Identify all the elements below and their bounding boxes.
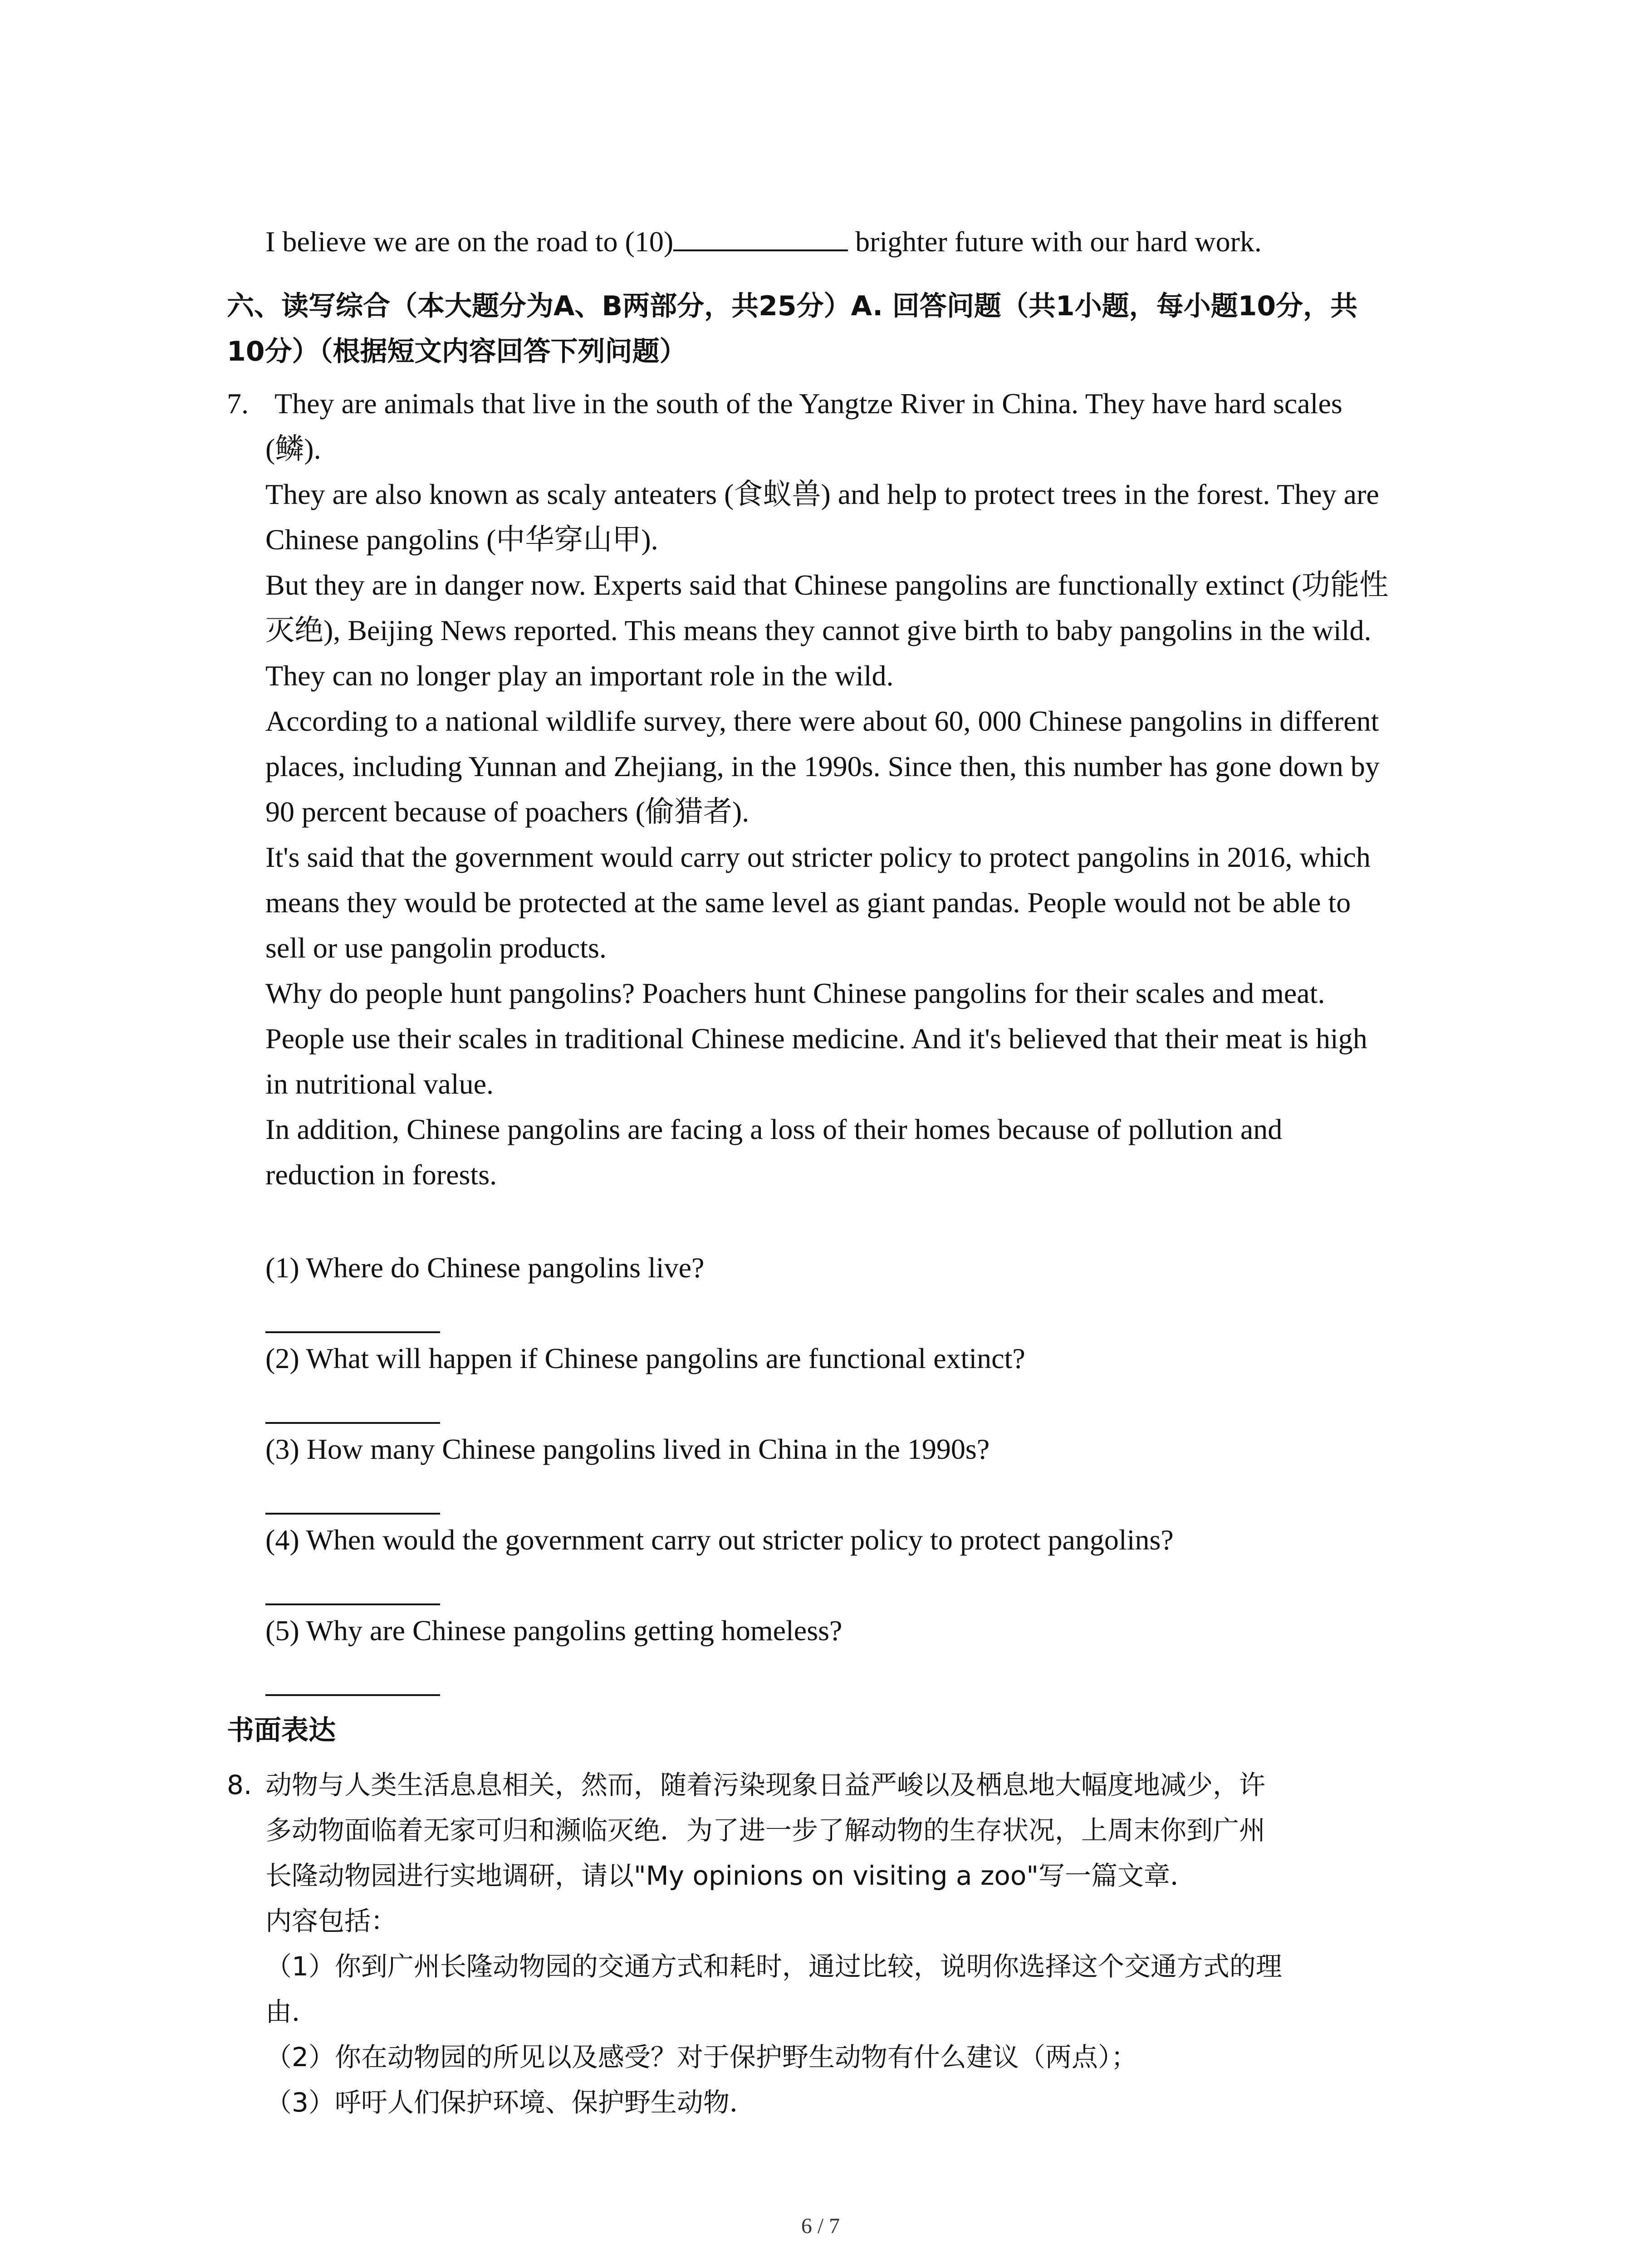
q7-question-3: (3) How many Chinese pangolins lived in China in the 1990s? xyxy=(265,1433,990,1465)
q7-passage-line: According to a national wildlife survey, there were about 60, 000 Chinese pangolins in different xyxy=(265,705,1379,737)
q8-line: （1）你到广州长隆动物园的交通方式和耗时，通过比较，说明你选择这个交通方式的理 xyxy=(265,1951,1282,1982)
q8-line: 多动物面临着无家可归和濒临灭绝．为了进一步了解动物的生存状况，上周末你到广州 xyxy=(265,1815,1266,1846)
q7-question-2: (2) What will happen if Chinese pangolins are functional extinct? xyxy=(265,1342,1025,1374)
q7-passage-line: reduction in forests. xyxy=(265,1158,497,1191)
section6-heading-line2: 10分）（根据短文内容回答下列问题） xyxy=(227,336,687,367)
cloze-text-before: I believe we are on the road to (10) xyxy=(265,225,674,258)
answer-line-1[interactable] xyxy=(265,1331,440,1333)
q8-number: 8. xyxy=(227,1769,252,1800)
q7-question-4: (4) When would the government carry out stricter policy to protect pangolins? xyxy=(265,1524,1174,1556)
writing-heading: 书面表达 xyxy=(227,1715,336,1746)
q7-passage-line: They can no longer play an important role in the wild. xyxy=(265,660,894,692)
q7-passage-line: People use their scales in traditional Chinese medicine. And it's believed that their meat is high xyxy=(265,1022,1367,1055)
q7-question-5: (5) Why are Chinese pangolins getting homeless? xyxy=(265,1614,843,1647)
cloze-blank[interactable] xyxy=(673,222,848,251)
q7-passage-line: They are animals that live in the south of the Yangtze River in China. They have hard scales xyxy=(274,387,1342,420)
cloze-last-line xyxy=(265,222,1262,260)
q7-question-1: (1) Where do Chinese pangolins live? xyxy=(265,1251,705,1284)
q7-passage-line: means they would be protected at the same level as giant pandas. People would not be able to xyxy=(265,886,1351,919)
q7-passage-line: 灭绝), Beijing News reported. This means they cannot give birth to baby pangolins in the wild. xyxy=(265,614,1372,646)
q8-line: 动物与人类生活息息相关，然而，随着污染现象日益严峻以及栖息地大幅度地减少，许 xyxy=(265,1769,1266,1800)
q7-passage-line: (鳞). xyxy=(265,433,321,465)
q8-line: 由． xyxy=(265,1996,318,2027)
q7-passage-line: sell or use pangolin products. xyxy=(265,932,607,964)
q7-passage-line: places, including Yunnan and Zhejiang, in the 1990s. Since then, this number has gone down by xyxy=(265,750,1380,782)
q7-number: 7. xyxy=(227,387,249,420)
cloze-text-after: brighter future with our hard work. xyxy=(848,225,1262,258)
q7-passage-line: Why do people hunt pangolins? Poachers hunt Chinese pangolins for their scales and meat. xyxy=(265,977,1325,1009)
section6-heading-line1: 六、读写综合（本大题分为A、B两部分，共25分）A. 回答问题（共1小题，每小题10分，共 xyxy=(227,290,1358,322)
q8-line: （2）你在动物园的所见以及感受？对于保护野生动物有什么建议（两点）； xyxy=(265,2042,1137,2072)
q7-passage-line: in nutritional value. xyxy=(265,1068,494,1100)
q7-passage-line: 90 percent because of poachers (偷猎者). xyxy=(265,796,749,828)
q8-line: 长隆动物园进行实地调研，请以"My opinions on visiting a zoo"写一篇文章． xyxy=(265,1860,1197,1891)
q7-passage-line: But they are in danger now. Experts said that Chinese pangolins are functionally extinct (功能性 xyxy=(265,569,1389,601)
answer-line-4[interactable] xyxy=(265,1603,440,1605)
q7-passage-line: Chinese pangolins (中华穿山甲). xyxy=(265,523,658,556)
q7-passage-line: They are also known as scaly anteaters (食蚁兽) and help to protect trees in the forest. They are xyxy=(265,478,1379,510)
q8-line: （3）呼吁人们保护环境、保护野生动物． xyxy=(265,2087,756,2118)
page-number: 6 / 7 xyxy=(801,2214,840,2238)
answer-line-2[interactable] xyxy=(265,1422,440,1424)
q7-passage-line: In addition, Chinese pangolins are facing a loss of their homes because of pollution and xyxy=(265,1113,1283,1145)
answer-line-5[interactable] xyxy=(265,1694,440,1696)
q7-passage-line: It's said that the government would carry out stricter policy to protect pangolins in 2016, which xyxy=(265,841,1371,873)
q8-line: 内容包括： xyxy=(265,1906,397,1936)
answer-line-3[interactable] xyxy=(265,1513,440,1515)
